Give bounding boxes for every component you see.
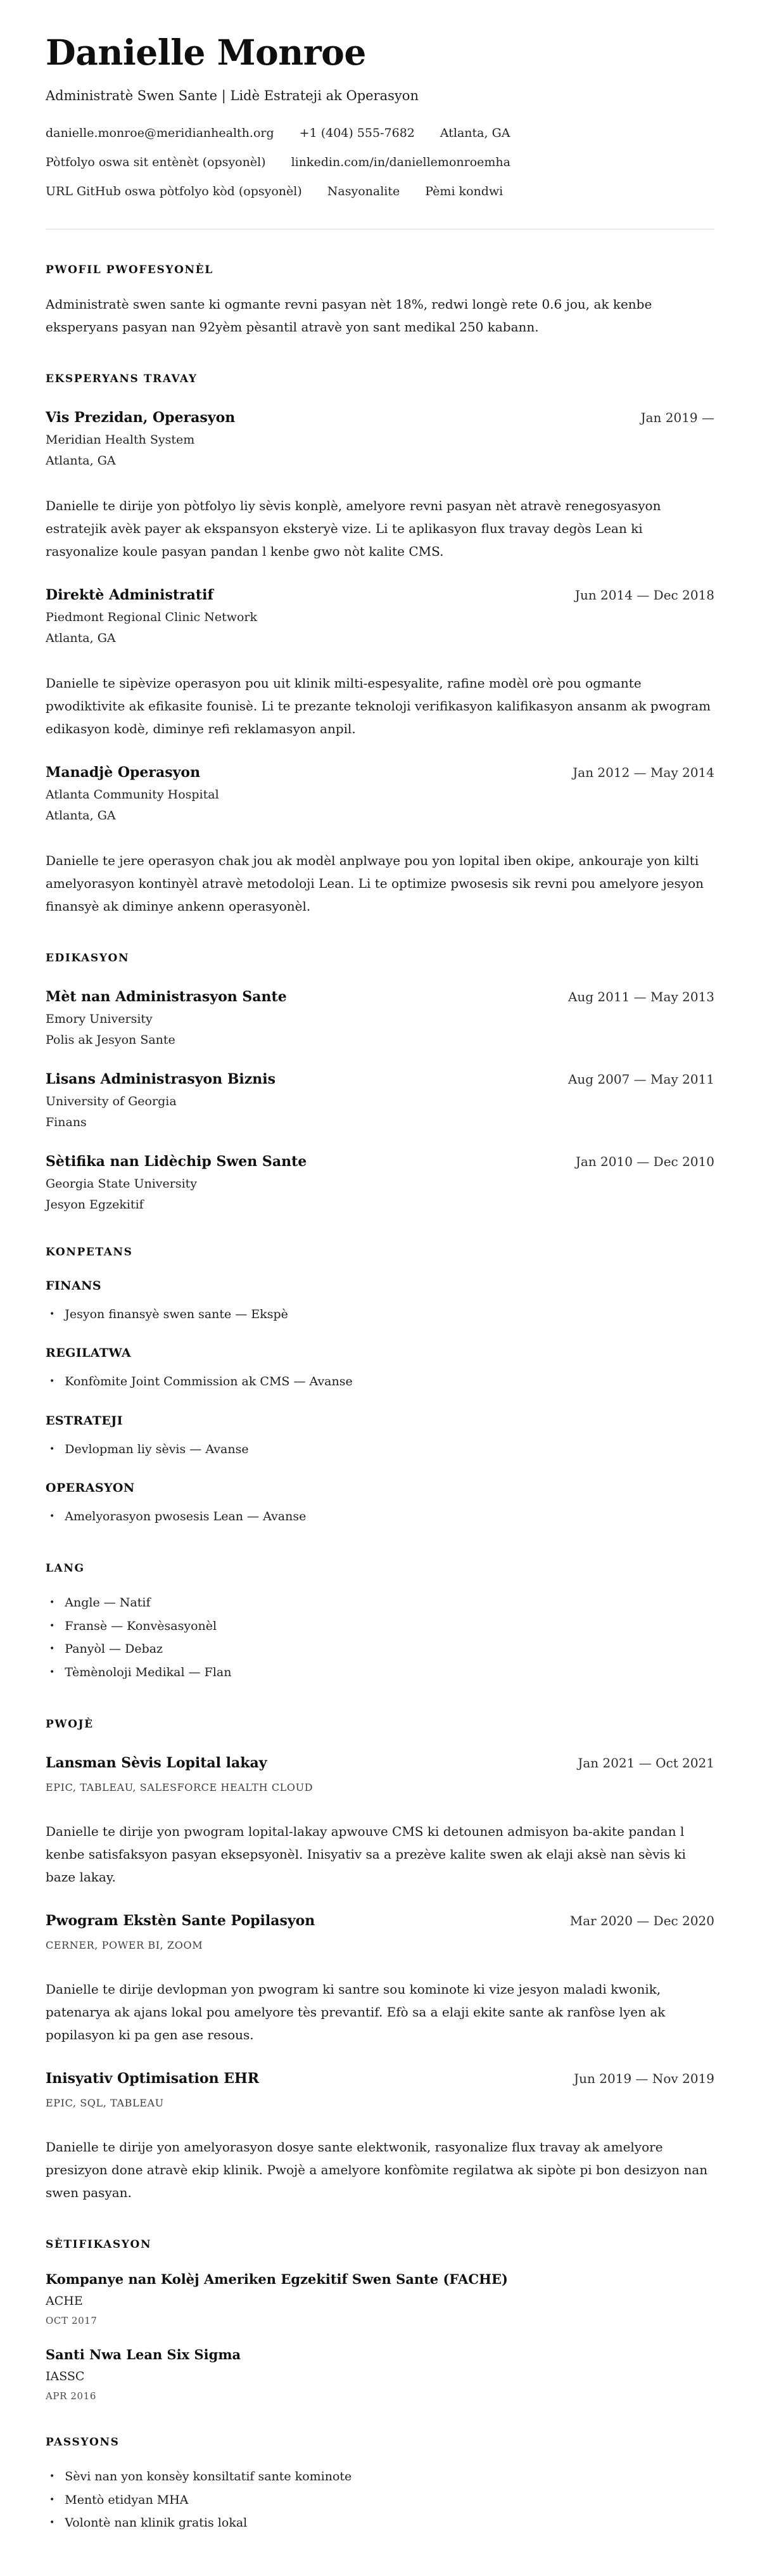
job-company: Meridian Health System	[46, 432, 195, 447]
language-item	[49, 1661, 714, 1684]
bullet-glyph: •	[49, 2518, 55, 2528]
section-projects	[46, 1718, 714, 2204]
certification-issuer: ACHE	[46, 2294, 83, 2309]
section-passions	[46, 2436, 714, 2534]
degree-title: Lisans Administrasyon Biznis	[46, 1070, 276, 1087]
language-item	[49, 1615, 714, 1637]
language-item	[49, 1591, 714, 1614]
job-header	[46, 764, 714, 781]
project-date: Jan 2021 — Oct 2021	[578, 1755, 714, 1771]
project-header	[46, 1755, 714, 1771]
bullet-glyph: •	[49, 1667, 55, 1677]
project-header	[46, 2070, 714, 2087]
education-header	[46, 1071, 714, 1087]
project-entry	[46, 1913, 714, 2046]
project-description: Danielle te dirije devlopman yon pwogram ki santre sou kominote ki vize jesyon maladi kwonik, patenarya ak ajans lokal pou amelyore tès prevantif. Efò sa a elaji ekite sante ak ranfòse lyen ak popilasyon ki pa gen ase resous.	[46, 1982, 666, 2043]
profile-summary: Administratè swen sante ki ogmante revni pasyan nèt 18%, redwi longè rete 0.6 jou, ak kenbe eksperyans pasyan nan 92yèm pèsantil atravè yon sant medikal 250 kabann.	[46, 296, 652, 335]
degree-title: Sètifika nan Lidèchip Swen Sante	[46, 1153, 307, 1170]
skill-group	[46, 1346, 714, 1393]
section-profile	[46, 264, 714, 338]
contact-row	[46, 126, 714, 140]
skill-item	[49, 1370, 714, 1393]
project-tools: EPIC, SQL, TABLEAU	[46, 2097, 164, 2110]
bullet-glyph: •	[49, 1598, 55, 1608]
project-header	[46, 1913, 714, 1929]
job-location: Atlanta, GA	[46, 631, 116, 645]
section-heading-skills: KONPETANS	[46, 1245, 133, 1259]
contact-item-phone: +1 (404) 555-7682	[299, 125, 415, 140]
skill-item-text: Devlopman liy sèvis — Avanse	[65, 1442, 249, 1456]
candidate-title: Administratè Swen Sante | Lidè Estrateji ak Operasyon	[46, 87, 419, 103]
project-title: Pwogram Ekstèn Sante Popilasyon	[46, 1913, 315, 1930]
contact-block	[46, 126, 714, 198]
education-date: Jan 2010 — Dec 2010	[575, 1153, 714, 1169]
job-location: Atlanta, GA	[46, 808, 116, 823]
contact-item-nationality-label: Nasyonalite	[327, 184, 400, 198]
bullet-glyph: •	[49, 1644, 55, 1655]
certification-entry	[46, 2271, 714, 2326]
skill-item-text: Jesyon finansyè swen sante — Ekspè	[65, 1307, 288, 1321]
job-header	[46, 587, 714, 603]
language-item-text: Tèmènoloji Medikal — Flan	[65, 1665, 232, 1679]
language-item-text: Angle — Natif	[65, 1596, 151, 1610]
section-heading-profile: PWOFIL PWOFESYONÈL	[46, 263, 213, 276]
skill-item	[49, 1505, 714, 1528]
skill-item-text: Konfòmite Joint Commission ak CMS — Avanse	[65, 1375, 353, 1389]
contact-row	[46, 184, 714, 198]
education-date: Aug 2011 — May 2013	[567, 989, 714, 1004]
bullet-glyph: •	[49, 1376, 55, 1387]
skill-group	[46, 1279, 714, 1326]
project-entry	[46, 2070, 714, 2204]
bullet-glyph: •	[49, 1620, 55, 1631]
skill-item	[49, 1303, 714, 1326]
certification-date: APR 2016	[46, 2390, 96, 2402]
project-description: Danielle te dirije yon pwogram lopital-lakay apwouve CMS ki detounen admisyon ba-akite pandan l kenbe satisfaksyon pasyan eksepsyonèl. Inisyativ sa a prezève kalite swen ak elaji aksè nan sèvis ki baze lakay.	[46, 1824, 686, 1885]
field-of-study: Polis ak Jesyon Sante	[46, 1032, 175, 1047]
bullet-glyph: •	[49, 1444, 55, 1454]
job-title: Manadjè Operasyon	[46, 764, 201, 781]
bullet-glyph: •	[49, 2471, 55, 2482]
project-date: Jun 2019 — Nov 2019	[574, 2071, 714, 2087]
passion-item-text: Volontè nan klinik gratis lokal	[65, 2516, 248, 2530]
project-title: Lansman Sèvis Lopital lakay	[46, 1755, 267, 1772]
education-entry	[46, 1153, 714, 1212]
job-company: Atlanta Community Hospital	[46, 787, 219, 802]
passion-item-text: Mentò etidyan MHA	[65, 2492, 189, 2507]
school-name: Emory University	[46, 1011, 153, 1026]
resume-header	[46, 33, 714, 229]
skill-group-label: FINANS	[46, 1278, 101, 1293]
contact-item-email: danielle.monroe@meridianhealth.org	[46, 125, 274, 140]
contact-item-website-label: Pòtfolyo oswa sit entènèt (opsyonèl)	[46, 155, 266, 169]
section-heading-education: EDIKASYON	[46, 951, 130, 964]
project-title: Inisyativ Optimisation EHR	[46, 2070, 260, 2087]
skill-item	[49, 1438, 714, 1461]
section-heading-certifications: SÈTIFIKASYON	[46, 2238, 152, 2252]
passion-item	[49, 2511, 714, 2534]
bullet-glyph: •	[49, 1309, 55, 1319]
project-date: Mar 2020 — Dec 2020	[569, 1913, 714, 1929]
certification-name: Santi Nwa Lean Six Sigma	[46, 2347, 241, 2363]
bullet-glyph: •	[49, 2494, 55, 2505]
education-header	[46, 989, 714, 1005]
job-date: Jan 2019 —	[640, 409, 714, 425]
project-entry	[46, 1755, 714, 1888]
experience-entry	[46, 587, 714, 740]
school-name: University of Georgia	[46, 1094, 177, 1108]
field-of-study: Jesyon Egzekitif	[46, 1197, 144, 1212]
contact-item-linkedin: linkedin.com/in/daniellemonroemha	[291, 155, 510, 169]
skill-item-text: Amelyorasyon pwosesis Lean — Avanse	[65, 1509, 307, 1523]
job-description: Danielle te dirije yon pòtfolyo liy sèvis konplè, amelyore revni pasyan nèt atravè renegosyasyon estratejik avèk payer ak ekspansyon eksteryè vize. Li te aplikasyon flux travay degòs Lean ki rasyonalize koule pasyan pandan l kenbe gwo nòt kalite CMS.	[46, 497, 661, 559]
section-heading-projects: PWOJÈ	[46, 1718, 94, 1731]
contact-row	[46, 155, 714, 169]
job-company: Piedmont Regional Clinic Network	[46, 610, 258, 624]
passion-item	[49, 2465, 714, 2488]
job-header	[46, 409, 714, 426]
section-skills	[46, 1246, 714, 1528]
project-tools: CERNER, POWER BI, ZOOM	[46, 1939, 203, 1952]
section-experience	[46, 373, 714, 918]
certification-issuer: IASSC	[46, 2369, 85, 2384]
education-date: Aug 2007 — May 2011	[567, 1071, 714, 1087]
section-heading-passions: PASSYONS	[46, 2436, 120, 2449]
experience-entry	[46, 764, 714, 918]
job-date: Jan 2012 — May 2014	[573, 764, 714, 780]
section-heading-experience: EKSPERYANS TRAVAY	[46, 372, 198, 385]
education-entry	[46, 1071, 714, 1129]
passion-item	[49, 2489, 714, 2511]
skill-group-label: ESTRATEJI	[46, 1413, 123, 1428]
language-item-text: Panyòl — Debaz	[65, 1642, 163, 1656]
project-description: Danielle te dirije yon amelyorasyon dosye sante elektwonik, rasyonalize flux travay ak amelyore presizyon done atravè ekip klinik. Pwojè a amelyore konfòmite regilatwa ak sipòte pi bon desizyon nan swen pasyan.	[46, 2139, 708, 2201]
section-education	[46, 952, 714, 1212]
candidate-name: Danielle Monroe	[46, 32, 366, 73]
contact-item-github-label: URL GitHub oswa pòtfolyo kòd (opsyonèl)	[46, 184, 302, 198]
skill-group-label: REGILATWA	[46, 1346, 132, 1361]
passion-item-text: Sèvi nan yon konsèy konsiltatif sante kominote	[65, 2470, 352, 2484]
school-name: Georgia State University	[46, 1176, 198, 1191]
bullet-glyph: •	[49, 1511, 55, 1522]
education-header	[46, 1153, 714, 1170]
section-languages	[46, 1562, 714, 1684]
degree-title: Mèt nan Administrasyon Sante	[46, 988, 287, 1005]
skill-group	[46, 1414, 714, 1461]
field-of-study: Finans	[46, 1115, 87, 1129]
job-date: Jun 2014 — Dec 2018	[574, 587, 714, 603]
job-description: Danielle te sipèvize operasyon pou uit klinik milti-espesyalite, rafine modèl orè pou ogmante pwodiktivite ak efikasite founisè. Li te prezante teknoloji verifikasyon kalifikasyon ansanm ak pwogram edikasyon kodè, diminye refi reklamasyon anpil.	[46, 675, 711, 736]
language-item-text: Fransè — Konvèsasyonèl	[65, 1618, 217, 1633]
project-tools: EPIC, TABLEAU, SALESFORCE HEALTH CLOUD	[46, 1781, 314, 1794]
language-item	[49, 1637, 714, 1660]
skill-group	[46, 1481, 714, 1528]
job-description: Danielle te jere operasyon chak jou ak modèl anplwaye pou yon lopital iben okipe, ankouraje yon kilti amelyorasyon kontinyèl atravè metodoloji Lean. Li te optimize pwosesis sik revni pou amelyore jesyon finansyè ak diminye ankenn operasyonèl.	[46, 852, 704, 914]
certification-name: Kompanye nan Kolèj Ameriken Egzekitif Swen Sante (FACHE)	[46, 2271, 508, 2288]
section-certifications	[46, 2238, 714, 2402]
certification-entry	[46, 2347, 714, 2402]
job-title: Direktè Administratif	[46, 586, 213, 603]
skill-group-label: OPERASYON	[46, 1481, 135, 1495]
contact-item-location: Atlanta, GA	[440, 125, 510, 140]
job-location: Atlanta, GA	[46, 453, 116, 468]
experience-entry	[46, 409, 714, 563]
job-title: Vis Prezidan, Operasyon	[46, 409, 236, 426]
education-entry	[46, 989, 714, 1047]
section-heading-languages: LANG	[46, 1562, 85, 1575]
contact-item-license-label: Pèmi kondwi	[425, 184, 504, 198]
certification-date: OCT 2017	[46, 2315, 98, 2327]
